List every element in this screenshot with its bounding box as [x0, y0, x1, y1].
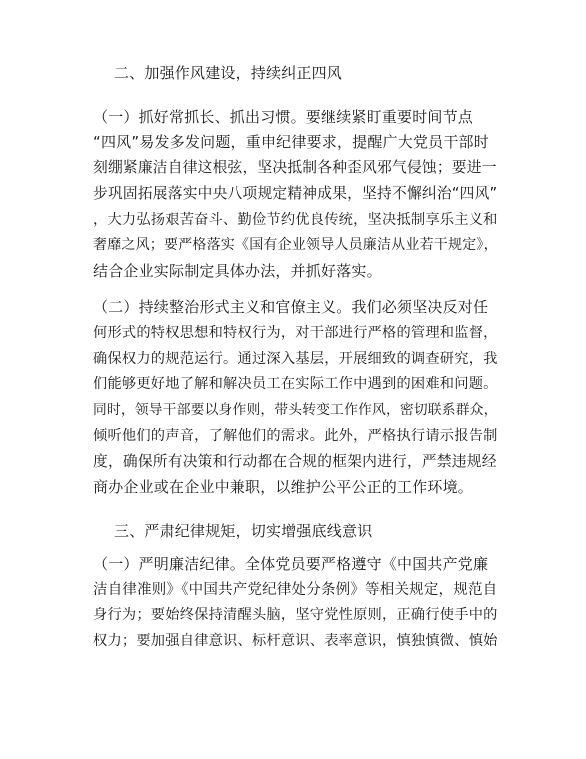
paragraph-line: 商办企业或在企业中兼职，以维护公平公正的工作环境。: [93, 478, 474, 496]
paragraph-line: 同时，领导干部要以身作则，带头转变工作作风，密切联系群众，: [93, 402, 498, 418]
paragraph-line: 奢靡之风；要严格落实《国有企业领导人员廉洁从业若干规定》，: [93, 237, 498, 253]
paragraph-line: 度，确保所有决策和行动都在合规的框架内进行，严禁违规经: [93, 453, 497, 470]
paragraph-line: （一）严明廉洁纪律。全体党员要严格遵守《中国共产党廉: [93, 555, 489, 573]
paragraph-line: 刻绷紧廉洁自律这根弦，坚决抵制各种歪风邪气侵蚀；要进一: [93, 159, 497, 176]
section-heading: 二、加强作风建设，持续纠正四风: [114, 64, 343, 82]
paragraph-line: 何形式的特权思想和特权行为，对干部进行严格的管理和监督，: [93, 325, 498, 341]
paragraph-line: 结合企业实际制定具体办法，并抓好落实。: [93, 262, 382, 280]
paragraph-line: （二）持续整治形式主义和官僚主义。我们必须坚决反对任: [93, 298, 489, 316]
paragraph-line: ，大力弘扬艰苦奋斗、勤俭节约优良传统，坚决抵制享乐主义和: [93, 212, 498, 228]
paragraph-line: 身行为；要始终保持清醒头脑，坚守党性原则，正确行使手中的: [93, 607, 498, 623]
paragraph-line: 洁自律准则》《中国共产党纪律处分条例》等相关规定，规范自: [93, 582, 498, 598]
paragraph-line: 倾听他们的声音，了解他们的需求。此外，严格执行请示报告制: [93, 428, 498, 444]
paragraph-line: 确保权力的规范运行。通过深入基层，开展细致的调查研究，我: [93, 351, 498, 367]
paragraph-line: 权力；要加强自律意识、标杆意识、表率意识，慎独慎微、慎始: [93, 633, 498, 649]
paragraph-line: 步巩固拓展落实中央八项规定精神成果，坚持不懈纠治“四风”: [93, 185, 498, 202]
section-heading: 三、严肃纪律规矩，切实增强底线意识: [114, 522, 373, 540]
paragraph-line: “四风”易发多发问题，重申纪律要求，提醒广大党员干部时: [93, 133, 489, 151]
paragraph-line: 们能够更好地了解和解决员工在实际工作中遇到的困难和问题。: [93, 376, 498, 392]
paragraph-line: （一）抓好常抓长、抓出习惯。要继续紧盯重要时间节点: [93, 108, 474, 126]
